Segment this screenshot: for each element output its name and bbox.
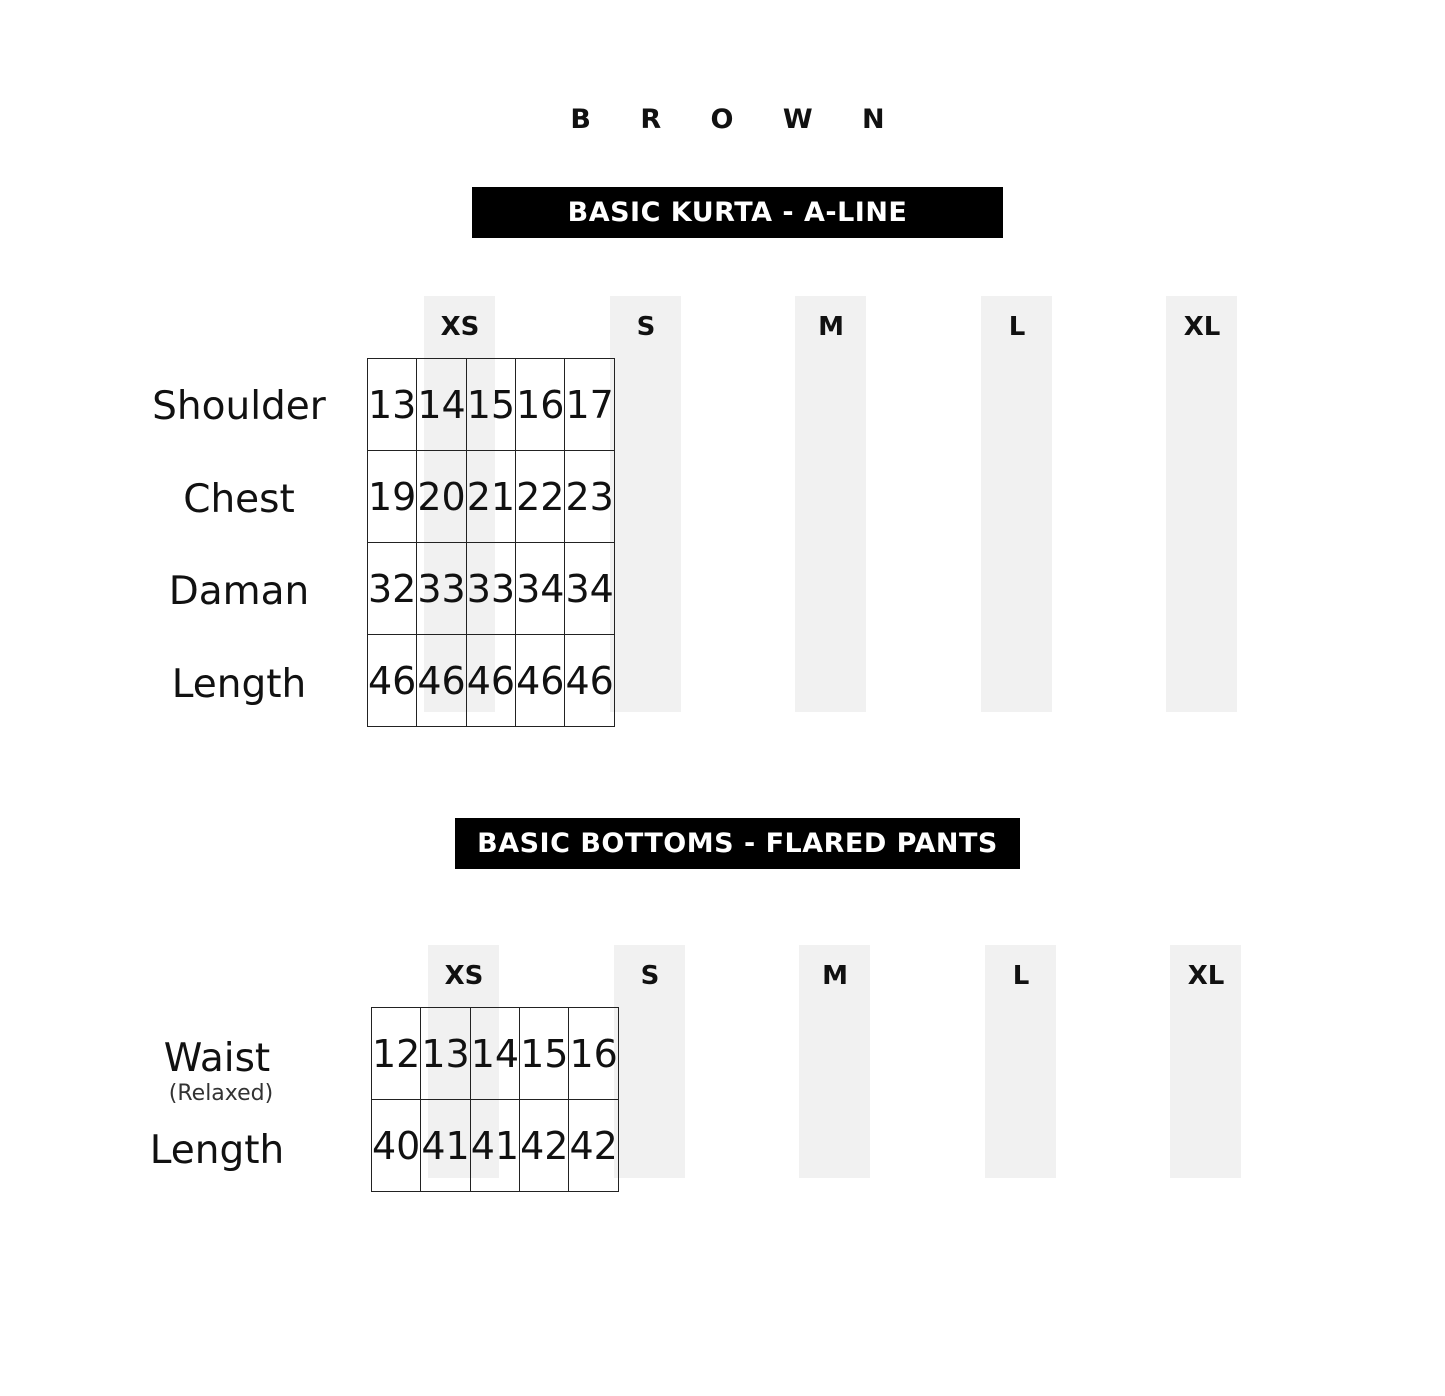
bottoms-measurement-grid	[371, 1007, 619, 1192]
table-row	[368, 635, 615, 727]
bottoms-section-title: BASIC BOTTOMS - FLARED PANTS	[455, 818, 1020, 869]
size-header-l: L	[1008, 312, 1026, 342]
row-label-waist: Waist	[163, 1036, 271, 1081]
kurta-section-title: BASIC KURTA - A-LINE	[472, 187, 1003, 238]
table-row	[368, 543, 615, 635]
table-cell: 42	[569, 1100, 618, 1192]
brand-title: B R O W N	[570, 104, 905, 135]
table-cell: 46	[516, 635, 565, 727]
table-cell: 46	[368, 635, 417, 727]
table-cell: 40	[372, 1100, 421, 1192]
table-cell: 41	[470, 1100, 519, 1192]
table-cell: 17	[565, 359, 614, 451]
kurta-measurement-grid	[367, 358, 615, 727]
table-cell: 23	[565, 451, 614, 543]
column-shade	[981, 296, 1052, 712]
table-cell: 12	[372, 1008, 421, 1100]
table-cell: 14	[417, 359, 466, 451]
table-cell: 46	[417, 635, 466, 727]
table-row	[368, 359, 615, 451]
table-cell: 33	[417, 543, 466, 635]
table-cell: 42	[520, 1100, 569, 1192]
table-cell: 34	[565, 543, 614, 635]
table-cell: 15	[466, 359, 515, 451]
size-header-m: M	[822, 961, 848, 991]
column-shade	[1166, 296, 1237, 712]
table-cell: 14	[470, 1008, 519, 1100]
size-header-m: M	[818, 312, 844, 342]
size-header-s: S	[640, 961, 660, 991]
row-label-chest: Chest	[183, 477, 295, 522]
row-sublabel-relaxed: (Relaxed)	[168, 1081, 274, 1106]
table-cell: 46	[466, 635, 515, 727]
row-label-length: Length	[171, 662, 307, 707]
table-cell: 15	[520, 1008, 569, 1100]
size-header-s: S	[636, 312, 656, 342]
table-cell: 21	[466, 451, 515, 543]
size-header-l: L	[1012, 961, 1030, 991]
size-header-xl: XL	[1187, 961, 1225, 991]
table-cell: 32	[368, 543, 417, 635]
table-cell: 13	[368, 359, 417, 451]
row-label-length: Length	[149, 1128, 285, 1173]
table-cell: 16	[569, 1008, 618, 1100]
size-header-xs: XS	[440, 312, 480, 342]
table-row	[372, 1100, 619, 1192]
row-label-shoulder: Shoulder	[152, 384, 326, 429]
column-shade	[795, 296, 866, 712]
table-row	[368, 451, 615, 543]
table-cell: 46	[565, 635, 614, 727]
table-cell: 22	[516, 451, 565, 543]
size-header-xl: XL	[1183, 312, 1221, 342]
table-cell: 41	[421, 1100, 470, 1192]
size-header-xs: XS	[444, 961, 484, 991]
table-row	[372, 1008, 619, 1100]
table-cell: 33	[466, 543, 515, 635]
table-cell: 13	[421, 1008, 470, 1100]
table-cell: 16	[516, 359, 565, 451]
table-cell: 19	[368, 451, 417, 543]
table-cell: 20	[417, 451, 466, 543]
row-label-daman: Daman	[168, 569, 310, 614]
table-cell: 34	[516, 543, 565, 635]
column-shade	[610, 296, 681, 712]
